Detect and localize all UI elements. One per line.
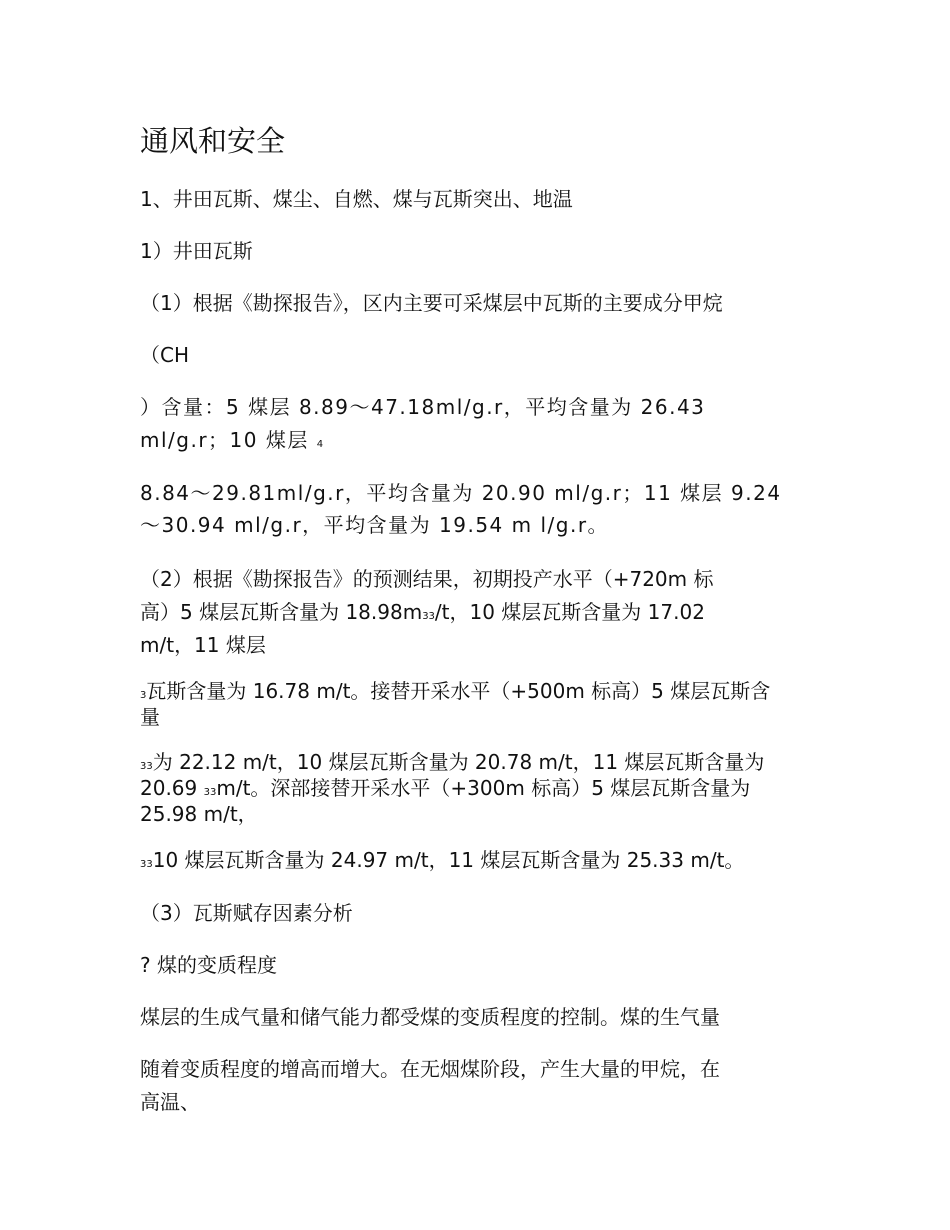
text-run: 20.69 (140, 776, 204, 800)
page-title: 通风和安全 (140, 124, 286, 158)
subscript-mark: 33 (422, 611, 435, 622)
subsection-heading-gas: 1）井田瓦斯 (140, 239, 253, 263)
text-run: 为 22.12 m/t，10 煤层瓦斯含量为 20.78 m/t，11 煤层瓦斯含量为 (152, 750, 765, 774)
subsection-heading-factors: （3）瓦斯赋存因素分析 (140, 901, 353, 925)
text-run: /t，10 煤层瓦斯含量为 17.02 (434, 600, 705, 624)
text-run: ml/g.r；10 煤层 (140, 428, 309, 452)
subscript-mark: 3 (140, 690, 147, 701)
paragraph-line: 8.84～29.81ml/g.r，平均含量为 20.90 ml/g.r；11 煤层 9.24 (140, 481, 782, 505)
paragraph-line: 随着变质程度的增高而增大。在无烟煤阶段，产生大量的甲烷，在 (140, 1057, 720, 1081)
paragraph-line: 量 (140, 705, 160, 729)
paragraph-line (140, 847, 830, 878)
paragraph-line: 25.98 m/t， (140, 802, 258, 826)
text-run: 瓦斯含量为 16.78 m/t。接替开采水平（+500m 标高）5 煤层瓦斯含 (146, 679, 771, 703)
paragraph-line: （1）根据《勘探报告》，区内主要可采煤层中瓦斯的主要成分甲烷 (140, 291, 723, 315)
subscript-mark: 33 (203, 787, 217, 798)
paragraph-line (140, 599, 830, 630)
subscript-mark: 33 (140, 761, 153, 772)
paragraph-line (140, 427, 830, 458)
paragraph-line: 高温、 (140, 1090, 200, 1114)
text-run: 10 煤层瓦斯含量为 24.97 m/t，11 煤层瓦斯含量为 25.33 m/t。 (152, 848, 745, 872)
paragraph-line: 煤层的生成气量和储气能力都受煤的变质程度的控制。煤的生气量 (140, 1005, 720, 1029)
paragraph-line: ～30.94 ml/g.r，平均含量为 19.54 m l/g.r。 (140, 513, 610, 537)
subscript-mark: 4 (316, 439, 325, 450)
paragraph-line: ）含量：5 煤层 8.89～47.18ml/g.r，平均含量为 26.43 (140, 395, 706, 419)
paragraph-line: m/t，11 煤层 (140, 633, 266, 657)
list-item-coal-metamorphism: ? 煤的变质程度 (140, 953, 277, 977)
text-run: m/t。深部接替开采水平（+300m 标高）5 煤层瓦斯含量为 (216, 776, 751, 800)
paragraph-line: （CH (140, 343, 190, 367)
paragraph-line: （2）根据《勘探报告》的预测结果，初期投产水平（+720m 标 (140, 567, 714, 591)
section-heading-1: 1、井田瓦斯、煤尘、自燃、煤与瓦斯突出、地温 (140, 187, 573, 211)
subscript-mark: 33 (140, 859, 153, 870)
text-run: 高）5 煤层瓦斯含量为 18.98m (140, 600, 423, 624)
